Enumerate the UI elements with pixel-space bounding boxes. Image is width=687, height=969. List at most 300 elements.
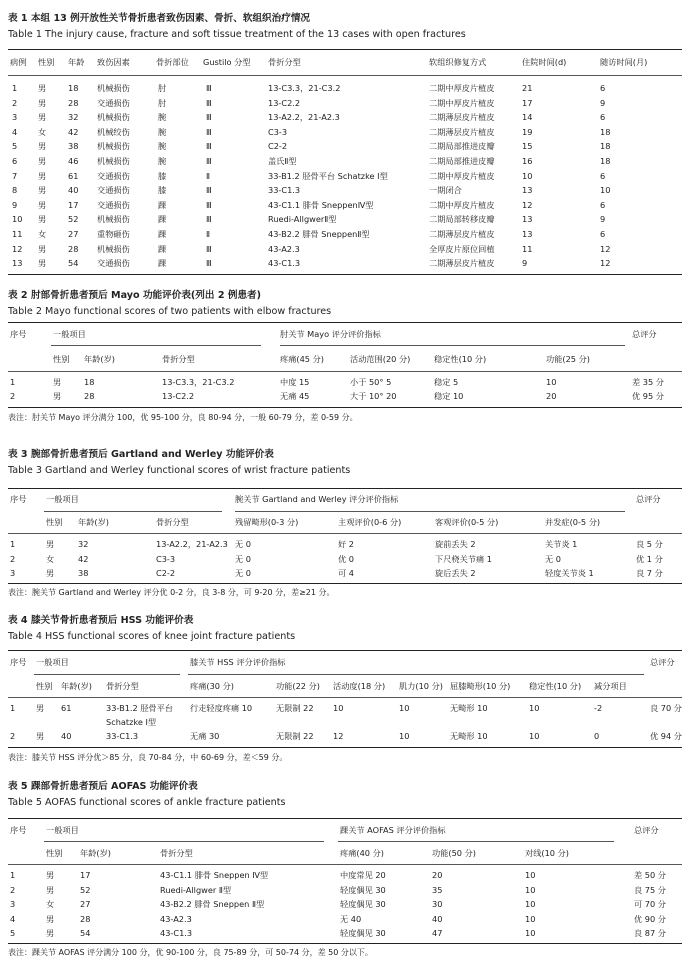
- table-cell: 中度常见 20: [340, 870, 386, 880]
- table-cell: C2-2: [156, 568, 176, 578]
- table-cell: 10: [399, 703, 410, 713]
- table-4-title-en: Table 4 HSS functional scores of knee joint fracture patients: [8, 631, 296, 642]
- table-cell: 0: [594, 731, 600, 741]
- table-cell: Ⅲ: [206, 126, 212, 137]
- table-cell: 男: [38, 112, 47, 123]
- table-cell: 良 5 分: [636, 539, 663, 549]
- table-2-title-en: Table 2 Mayo functional scores of two patients with elbow fractures: [8, 306, 332, 317]
- table-cell: 1: [10, 539, 16, 549]
- table-row: [8, 884, 682, 897]
- table-cell: 9: [12, 199, 18, 210]
- table-1-header-row: [8, 56, 682, 69]
- header-cell: 膝关节 HSS 评分评价指标: [190, 657, 286, 667]
- header-cell: 性别: [36, 681, 53, 691]
- table-cell: 男: [53, 391, 62, 401]
- table-5-header-row-1: [8, 824, 682, 837]
- header-cell: 踝关节 AOFAS 评分评价指标: [340, 825, 446, 835]
- table-2-sub-rule: [280, 345, 625, 346]
- table-cell: 可 70 分: [634, 899, 666, 910]
- table-cell: 6: [600, 170, 606, 181]
- table-row: [8, 243, 682, 256]
- table-cell: 交通损伤: [97, 258, 130, 269]
- header-cell: 骨折分型: [106, 681, 139, 691]
- table-cell: 男: [36, 703, 45, 713]
- table-1-title-en: Table 1 The injury cause, fracture and soft tissue treatment of the 13 cases with open fractures: [8, 29, 466, 40]
- table-cell: 46: [68, 156, 79, 166]
- table-row: [8, 898, 682, 911]
- table-cell: 30: [432, 899, 443, 910]
- table-cell: 47: [432, 928, 443, 939]
- table-cell: 18: [84, 377, 95, 387]
- table-cell: 机械损伤: [97, 243, 130, 254]
- table-cell: 男: [46, 884, 55, 895]
- table-cell: 10: [546, 377, 557, 387]
- table-cell: 18: [68, 83, 79, 93]
- table-cell: 9: [600, 214, 606, 225]
- table-cell: 二期中厚皮片植皮: [429, 199, 495, 210]
- header-cell: 性别: [53, 354, 70, 364]
- header-cell: 年龄(岁): [84, 354, 115, 364]
- header-cell: 骨折分型: [162, 354, 195, 364]
- table-cell: 2: [10, 731, 16, 741]
- table-3-header-row-2: [8, 516, 682, 529]
- table-cell: 男: [38, 199, 47, 210]
- table-cell: 二期薄层皮片植皮: [429, 258, 495, 269]
- table-cell: 踝: [158, 258, 167, 269]
- table-2-title-cn: 表 2 肘部骨折患者预后 Mayo 功能评价表(列出 2 例患者): [8, 290, 262, 301]
- header-cell: 一般项目: [36, 657, 69, 667]
- header-cell: 年龄(岁): [61, 681, 92, 691]
- header-cell: 病例: [10, 57, 27, 67]
- table-5-title-cn: 表 5 踝部骨折患者预后 AOFAS 功能评价表: [8, 781, 198, 792]
- table-cell: 52: [80, 884, 91, 895]
- table-cell: 1: [10, 703, 16, 713]
- table-2-bottom-rule: [8, 407, 682, 408]
- table-cell: 43-C1.1 腓骨 Sneppen Ⅳ型: [160, 870, 269, 880]
- table-5-header-row-2: [8, 847, 682, 860]
- table-cell: 2: [12, 97, 18, 108]
- header-cell: 残留畸形(0-3 分): [235, 517, 299, 527]
- header-cell: 减分项目: [594, 681, 627, 691]
- table-4-bottom-rule: [8, 747, 682, 748]
- header-cell: 一般项目: [46, 494, 79, 504]
- table-2-header-row-2: [8, 353, 682, 366]
- table-cell: Ruedi-Allgwer Ⅱ型: [160, 884, 232, 895]
- table-cell: Ⅲ: [206, 141, 212, 152]
- table-cell: 18: [600, 141, 611, 152]
- table-4-note: 表注：膝关节 HSS 评分优＞85 分，良 70-84 分，中 60-69 分，差＜59 分。: [8, 753, 288, 762]
- table-cell: 无 0: [545, 553, 561, 564]
- table-cell: 52: [68, 214, 79, 225]
- table-row: [8, 199, 682, 212]
- table-cell: 33-C1.3: [106, 731, 139, 741]
- table-cell: 稳定 10: [434, 391, 464, 401]
- header-cell: 对线(10 分): [525, 848, 569, 858]
- table-cell: 21: [522, 83, 533, 93]
- table-cell: 28: [84, 391, 95, 401]
- table-cell: 机械绞伤: [97, 126, 130, 137]
- header-cell: 骨折部位: [156, 57, 189, 67]
- table-cell: 10: [600, 185, 611, 196]
- header-cell: 序号: [10, 494, 27, 504]
- table-cell: 腕: [158, 126, 167, 137]
- table-4-header-row-2: [8, 680, 682, 693]
- table-cell: 无 0: [235, 568, 251, 578]
- table-cell: 膝: [158, 170, 167, 181]
- table-cell: 男: [38, 83, 47, 93]
- table-cell: 优 90 分: [634, 913, 666, 924]
- table-cell: 9: [600, 97, 606, 108]
- table-cell: 13-C2.2: [268, 97, 301, 108]
- table-cell: 交通损伤: [97, 185, 130, 196]
- table-cell: 13-C3.3，21-C3.2: [268, 83, 341, 93]
- table-cell: 7: [12, 170, 18, 181]
- table-cell: Ⅲ: [206, 83, 212, 93]
- table-cell: 差 35 分: [632, 377, 664, 387]
- table-cell: 11: [522, 243, 533, 254]
- table-cell: 43-B2.2 腓骨 Sneppen Ⅱ型: [160, 899, 265, 910]
- table-5-sub-rule: [44, 841, 324, 842]
- table-4-title-cn: 表 4 膝关节骨折患者预后 HSS 功能评价表: [8, 615, 194, 626]
- table-cell: 6: [600, 199, 606, 210]
- table-cell: 腕: [158, 156, 167, 166]
- table-cell: 13-A2.2，21-A2.3: [156, 539, 228, 549]
- header-cell: 疼痛(40 分): [340, 848, 384, 858]
- table-cell: 12: [333, 731, 344, 741]
- table-cell: 优 94 分: [650, 731, 682, 741]
- table-cell: 轻度偶见 30: [340, 884, 386, 895]
- table-cell: 优 1 分: [636, 553, 663, 564]
- header-cell: 总评分: [636, 494, 661, 504]
- table-cell: 28: [68, 97, 79, 108]
- table-cell: 28: [68, 243, 79, 254]
- table-3-note: 表注：腕关节 Gartland and Werley 评分优 0-2 分，良 3-8 分，可 9-20 分，差≥21 分。: [8, 588, 335, 597]
- table-cell: 54: [80, 928, 91, 939]
- table-2-header-row-1: [8, 328, 682, 341]
- table-cell: 肘: [158, 97, 167, 108]
- table-cell: 10: [12, 214, 23, 225]
- table-cell: 稳定 5: [434, 377, 459, 387]
- header-cell: 并发症(0-5 分): [545, 517, 601, 527]
- table-cell: 无畸形 10: [450, 731, 488, 741]
- table-row: [8, 140, 682, 153]
- table-cell: 一期闭合: [429, 185, 462, 196]
- table-cell: 膝: [158, 185, 167, 196]
- header-cell: 年龄(岁): [80, 848, 111, 858]
- table-cell: 10: [399, 731, 410, 741]
- table-2-sub-rule: [51, 345, 261, 346]
- table-cell: 40: [68, 185, 79, 196]
- table-cell: 无限制 22: [276, 731, 314, 741]
- table-cell: 良 75 分: [634, 884, 666, 895]
- header-cell: 总评分: [634, 825, 659, 835]
- table-2: [8, 289, 682, 429]
- table-cell: 33-B1.2 胫骨平台: [106, 703, 174, 713]
- table-row: [8, 111, 682, 124]
- table-cell: 1: [10, 377, 16, 387]
- table-cell: 无痛 30: [190, 731, 220, 741]
- table-2-note: 表注：肘关节 Mayo 评分满分 100，优 95-100 分，良 80-94 分，一般 60-79 分，差 0-59 分。: [8, 413, 358, 422]
- table-cell: Ⅲ: [206, 185, 212, 196]
- table-cell: 关节炎 1: [545, 539, 578, 549]
- table-cell: 男: [38, 170, 47, 181]
- table-cell: 6: [600, 83, 606, 93]
- table-cell: 旋后丢失 2: [435, 568, 476, 578]
- table-cell: 3: [10, 899, 16, 910]
- table-cell: 33-C1.3: [268, 185, 301, 196]
- header-cell: 总评分: [632, 329, 657, 339]
- table-cell: 10: [333, 703, 344, 713]
- table-cell: 男: [38, 97, 47, 108]
- table-cell: 二期薄层皮片植皮: [429, 229, 495, 239]
- table-cell: 踝: [158, 229, 167, 239]
- table-2-header-rule: [8, 371, 682, 372]
- table-cell: 12: [522, 199, 533, 210]
- table-cell: 行走轻度疼痛 10: [190, 703, 253, 713]
- table-cell: 20: [546, 391, 557, 401]
- table-cell: 32: [68, 112, 79, 123]
- table-cell: 43-C1.1 腓骨 SneppenⅣ型: [268, 199, 374, 210]
- table-row: [8, 567, 682, 580]
- table-row: [8, 170, 682, 183]
- header-cell: 疼痛(45 分): [280, 354, 324, 364]
- table-cell: 男: [38, 156, 47, 166]
- table-cell: 轻度偶见 30: [340, 928, 386, 939]
- table-cell: Ⅲ: [206, 199, 212, 210]
- table-cell: 无痛 45: [280, 391, 310, 401]
- table-cell: 10: [525, 884, 536, 895]
- header-cell: 随访时间(月): [600, 57, 648, 67]
- table-3-header-row-1: [8, 493, 682, 506]
- table-cell: 良 7 分: [636, 568, 663, 578]
- table-cell: Ⅲ: [206, 112, 212, 123]
- table-row: [8, 927, 682, 940]
- table-cell: 5: [12, 141, 18, 152]
- header-cell: 住院时间(d): [522, 57, 567, 67]
- table-cell: 中度 15: [280, 377, 310, 387]
- table-cell: 男: [53, 377, 62, 387]
- table-cell: 踝: [158, 214, 167, 225]
- table-cell: 13-A2.2，21-A2.3: [268, 112, 340, 123]
- header-cell: 序号: [10, 657, 27, 667]
- table-5-title-en: Table 5 AOFAS functional scores of ankle fracture patients: [8, 797, 286, 808]
- table-cell: 1: [12, 83, 18, 93]
- table-cell: Ⅲ: [206, 258, 212, 269]
- table-row: [8, 213, 682, 226]
- table-cell: 差 50 分: [634, 870, 666, 880]
- table-cell: 35: [432, 884, 443, 895]
- table-3-header-rule: [8, 533, 682, 534]
- table-cell: 10: [522, 170, 533, 181]
- table-cell: 小于 50° 5: [350, 377, 392, 387]
- table-cell: C3-3: [268, 126, 288, 137]
- table-cell: 肘: [158, 83, 167, 93]
- table-cell: 腕: [158, 141, 167, 152]
- table-row: [8, 553, 682, 566]
- header-cell: 功能(25 分): [546, 354, 590, 364]
- table-cell: Ⅲ: [206, 243, 212, 254]
- table-1-title-cn: 表 1 本组 13 例开放性关节骨折患者致伤因素、骨折、软组织治疗情况: [8, 13, 311, 24]
- table-4-top-rule: [8, 650, 682, 651]
- table-cell: 男: [38, 185, 47, 196]
- table-cell: 17: [522, 97, 533, 108]
- table-cell: 8: [12, 185, 18, 196]
- table-cell: Ⅱ: [206, 229, 211, 239]
- table-cell: 机械损伤: [97, 112, 130, 123]
- header-cell: 序号: [10, 825, 27, 835]
- table-cell: 男: [38, 214, 47, 225]
- table-5-note: 表注：踝关节 AOFAS 评分满分 100 分，优 90-100 分，良 75-89 分，可 50-74 分，差 50 分以下。: [8, 948, 373, 957]
- table-row: [8, 228, 682, 241]
- table-cell: 12: [12, 243, 23, 254]
- table-cell: 男: [46, 539, 55, 549]
- table-cell: 2: [10, 391, 16, 401]
- table-cell: 10: [525, 899, 536, 910]
- header-cell: 主观评价(0-6 分): [338, 517, 402, 527]
- table-cell: 交通损伤: [97, 170, 130, 181]
- header-cell: 总评分: [650, 657, 675, 667]
- table-cell: 40: [61, 731, 72, 741]
- table-cell: 无 40: [340, 913, 362, 924]
- table-4-header-row-1: [8, 656, 682, 669]
- table-cell: 10: [529, 703, 540, 713]
- table-cell: 33-B1.2 胫骨平台 Schatzke Ⅰ型: [268, 170, 388, 181]
- table-cell: Ⅲ: [206, 156, 212, 166]
- header-cell: 腕关节 Gartland and Werley 评分评价指标: [235, 494, 399, 504]
- table-1-bottom-rule: [8, 274, 682, 275]
- table-cell: 20: [432, 870, 443, 880]
- table-5-header-rule: [8, 864, 682, 865]
- table-cell: 6: [600, 229, 606, 239]
- table-cell: 10: [525, 870, 536, 880]
- table-row: [8, 82, 682, 95]
- table-cell: 43-C1.3: [160, 928, 193, 939]
- header-cell: 活动度(18 分): [333, 681, 386, 691]
- table-5-bottom-rule: [8, 943, 682, 944]
- table-cell: 女: [46, 899, 55, 910]
- table-cell: C2-2: [268, 141, 288, 152]
- table-cell: 43-C1.3: [268, 258, 301, 269]
- table-cell: 19: [522, 126, 533, 137]
- table-row: [8, 155, 682, 168]
- table-row: [8, 869, 682, 882]
- table-cell: 15: [522, 141, 533, 152]
- table-cell: 54: [68, 258, 79, 269]
- table-3: [8, 448, 682, 604]
- header-cell: 肌力(10 分): [399, 681, 443, 691]
- table-cell: 二期中厚皮片植皮: [429, 83, 495, 93]
- table-4-header-rule: [8, 697, 682, 698]
- header-cell: 序号: [10, 329, 27, 339]
- table-cell: 4: [10, 913, 16, 924]
- table-cell: -2: [594, 703, 603, 713]
- table-cell: 38: [68, 141, 79, 152]
- table-cell: 男: [46, 913, 55, 924]
- header-cell: 年龄(岁): [78, 517, 109, 527]
- table-4-sub-rule: [34, 674, 180, 675]
- table-cell: 17: [68, 199, 79, 210]
- table-cell: 27: [68, 229, 79, 239]
- table-cell: 12: [600, 243, 611, 254]
- table-row: [8, 257, 682, 270]
- header-cell: 稳定性(10 分): [529, 681, 582, 691]
- table-cell: 全厚皮片原位回植: [429, 243, 495, 254]
- header-cell: 疼痛(30 分): [190, 681, 234, 691]
- table-cell: 13: [522, 229, 533, 239]
- table-cell: 交通损伤: [97, 199, 130, 210]
- header-cell: 软组织修复方式: [429, 57, 487, 67]
- table-cell: 机械损伤: [97, 141, 130, 152]
- table-cell: 男: [46, 870, 55, 880]
- table-cell: 轻度偶见 30: [340, 899, 386, 910]
- table-3-bottom-rule: [8, 583, 682, 584]
- table-cell: 61: [61, 703, 72, 713]
- header-cell: 稳定性(10 分): [434, 354, 487, 364]
- table-cell: 女: [46, 553, 55, 564]
- table-cell: 无 0: [235, 553, 251, 564]
- table-row: [8, 913, 682, 926]
- table-5-top-rule: [8, 818, 682, 819]
- table-cell: 优 95 分: [632, 391, 664, 401]
- table-cell: 17: [80, 870, 91, 880]
- table-cell: 32: [78, 539, 89, 549]
- table-cell: 良 70 分: [650, 703, 682, 713]
- table-cell: 3: [12, 112, 18, 123]
- table-cell: 13: [12, 258, 23, 269]
- header-cell: 功能(50 分): [432, 848, 476, 858]
- table-cell: 28: [80, 913, 91, 924]
- table-cell: 6: [12, 156, 18, 166]
- table-cell: 踝: [158, 243, 167, 254]
- table-cell: 踝: [158, 199, 167, 210]
- table-cell: 好 2: [338, 539, 354, 549]
- table-cell: 无 0: [235, 539, 251, 549]
- table-cell: 男: [38, 258, 47, 269]
- table-row: [8, 184, 682, 197]
- table-cell: 可 4: [338, 568, 354, 578]
- table-cell: 13: [522, 214, 533, 225]
- table-cell: 10: [529, 731, 540, 741]
- table-cell: 男: [38, 243, 47, 254]
- table-2-top-rule: [8, 322, 682, 323]
- table-cell: 机械损伤: [97, 156, 130, 166]
- table-1-top-rule: [8, 49, 682, 50]
- table-cell: 9: [522, 258, 528, 269]
- table-cell: 2: [10, 884, 16, 895]
- table-cell: 机械损伤: [97, 83, 130, 93]
- table-cell: 无畸形 10: [450, 703, 488, 713]
- table-cell: 男: [38, 141, 47, 152]
- table-row: [8, 97, 682, 110]
- table-cell: 优 0: [338, 553, 354, 564]
- table-row: [8, 702, 682, 715]
- table-1-header-rule: [8, 75, 682, 76]
- table-1: [8, 12, 682, 280]
- table-cell: 二期局部转移皮瓣: [429, 214, 495, 225]
- table-cell: 61: [68, 170, 79, 181]
- table-row: [8, 538, 682, 551]
- table-cell: 二期薄层皮片植皮: [429, 112, 495, 123]
- table-cell: Ⅲ: [206, 97, 212, 108]
- table-row: [8, 376, 682, 389]
- header-cell: Gustilo 分型: [203, 57, 251, 67]
- header-cell: 客观评价(0-5 分): [435, 517, 499, 527]
- header-cell: 骨折分型: [160, 848, 193, 858]
- table-cell: 27: [80, 899, 91, 910]
- table-cell: 3: [10, 568, 16, 578]
- table-cell-wrap: Schatzke Ⅰ型: [106, 717, 157, 727]
- table-cell: 盖氏Ⅱ型: [268, 156, 297, 166]
